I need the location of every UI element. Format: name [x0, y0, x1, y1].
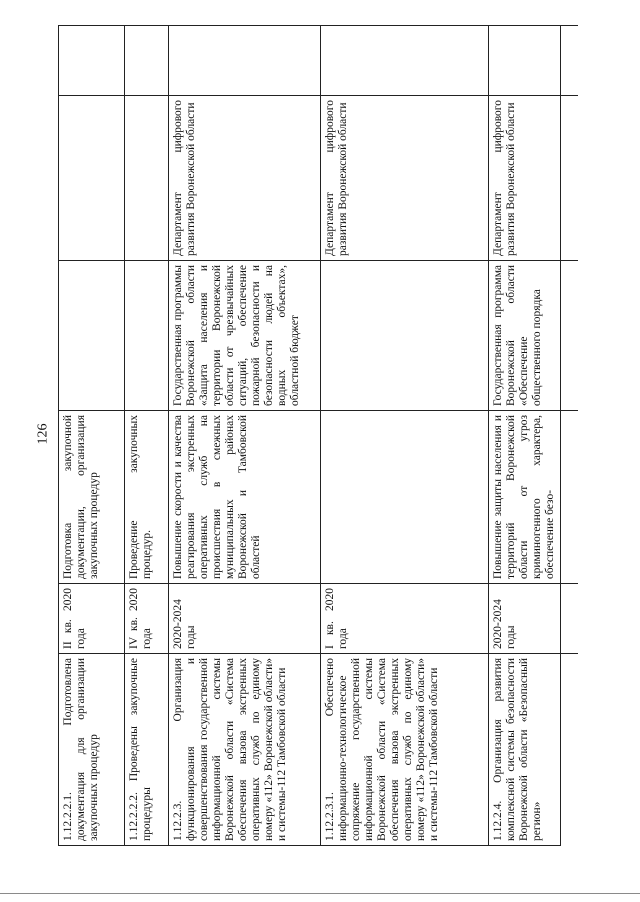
empty-cell — [561, 26, 579, 96]
spare-cell — [489, 26, 561, 96]
goal-cell — [321, 411, 489, 584]
spare-cell — [169, 26, 321, 96]
scan-edge-line — [0, 893, 640, 894]
empty-cell — [561, 96, 579, 261]
empty-cell — [561, 654, 579, 846]
table-row — [125, 26, 169, 846]
goal-cell: Проведение закупочных процедур. — [125, 411, 169, 584]
executor-cell — [125, 96, 169, 261]
activities-table — [58, 25, 578, 846]
table-row — [489, 26, 561, 846]
goal-cell: Повышение скорости и качества реагирования экстренных оперативных служб на происшествия в смежных муниципальных районах Воронежской и Тамбовской областей — [169, 411, 321, 584]
program-cell: Государственная программы Воронежской области «Защита населения и территории Воронежской области от чрезвычайных ситуаций, обеспечение пожарной безопасности и безопасности людей на водных объектах», областной бюджет — [169, 261, 321, 411]
page-number: 126 — [35, 423, 50, 445]
activity-cell: 1.12.2.2.2. Проведены закупочные процедуры — [125, 654, 169, 846]
goal-cell: Повышение защиты населения и территорий Воронежской области от угроз криминогенного характера, обеспечение безо- — [489, 411, 561, 584]
rotated-table-container — [58, 26, 578, 846]
activity-cell: 1.12.2.4. Организация развития комплексной системы безопасности Воронежской области «Безопасный регион» — [489, 654, 561, 846]
empty-cell — [561, 411, 579, 584]
spare-cell — [321, 26, 489, 96]
goal-cell: Подготовка закупочной документации, организация закупочных процедур — [59, 411, 125, 584]
program-cell — [125, 261, 169, 411]
period-cell: 2020-2024 годы — [489, 584, 561, 654]
activity-cell: 1.12.2.3. Организация функционирования и совершенствования государственной информационной системы Воронежской области «Система обеспечения вызова экстренных оперативных служб по единому номеру «112» Воронежской области» и системы-112 Тамбовской области — [169, 654, 321, 846]
executor-cell: Департамент цифрового развития Воронежской области — [169, 96, 321, 261]
program-cell: Государственная программа Воронежской области «Обеспечение общественного порядка — [489, 261, 561, 411]
table-row-empty — [561, 26, 579, 846]
period-cell: 2020-2024 годы — [169, 584, 321, 654]
program-cell — [321, 261, 489, 411]
period-cell: I кв. 2020 года — [321, 584, 489, 654]
executor-cell: Департамент цифрового развития Воронежской области — [321, 96, 489, 261]
spare-cell — [59, 26, 125, 96]
activity-cell: 1.12.2.3.1. Обеспечено информационно-технологическое сопряжение государственной информационной системы Воронежской области «Система обеспечения вызова экстренных оперативных служб по единому номеру «112» Воронежской области» и системы-112 Тамбовской области — [321, 654, 489, 846]
empty-cell — [561, 584, 579, 654]
executor-cell — [59, 96, 125, 261]
table-row — [321, 26, 489, 846]
activity-cell: 1.12.2.2.1. Подготовлена документация для организации закупочных процедур — [59, 654, 125, 846]
table-row — [169, 26, 321, 846]
program-cell — [59, 261, 125, 411]
empty-cell — [561, 261, 579, 411]
spare-cell — [125, 26, 169, 96]
executor-cell: Департамент цифрового развития Воронежской области — [489, 96, 561, 261]
period-cell: II кв. 2020 года — [59, 584, 125, 654]
period-cell: IV кв. 2020 года — [125, 584, 169, 654]
table-row — [59, 26, 125, 846]
